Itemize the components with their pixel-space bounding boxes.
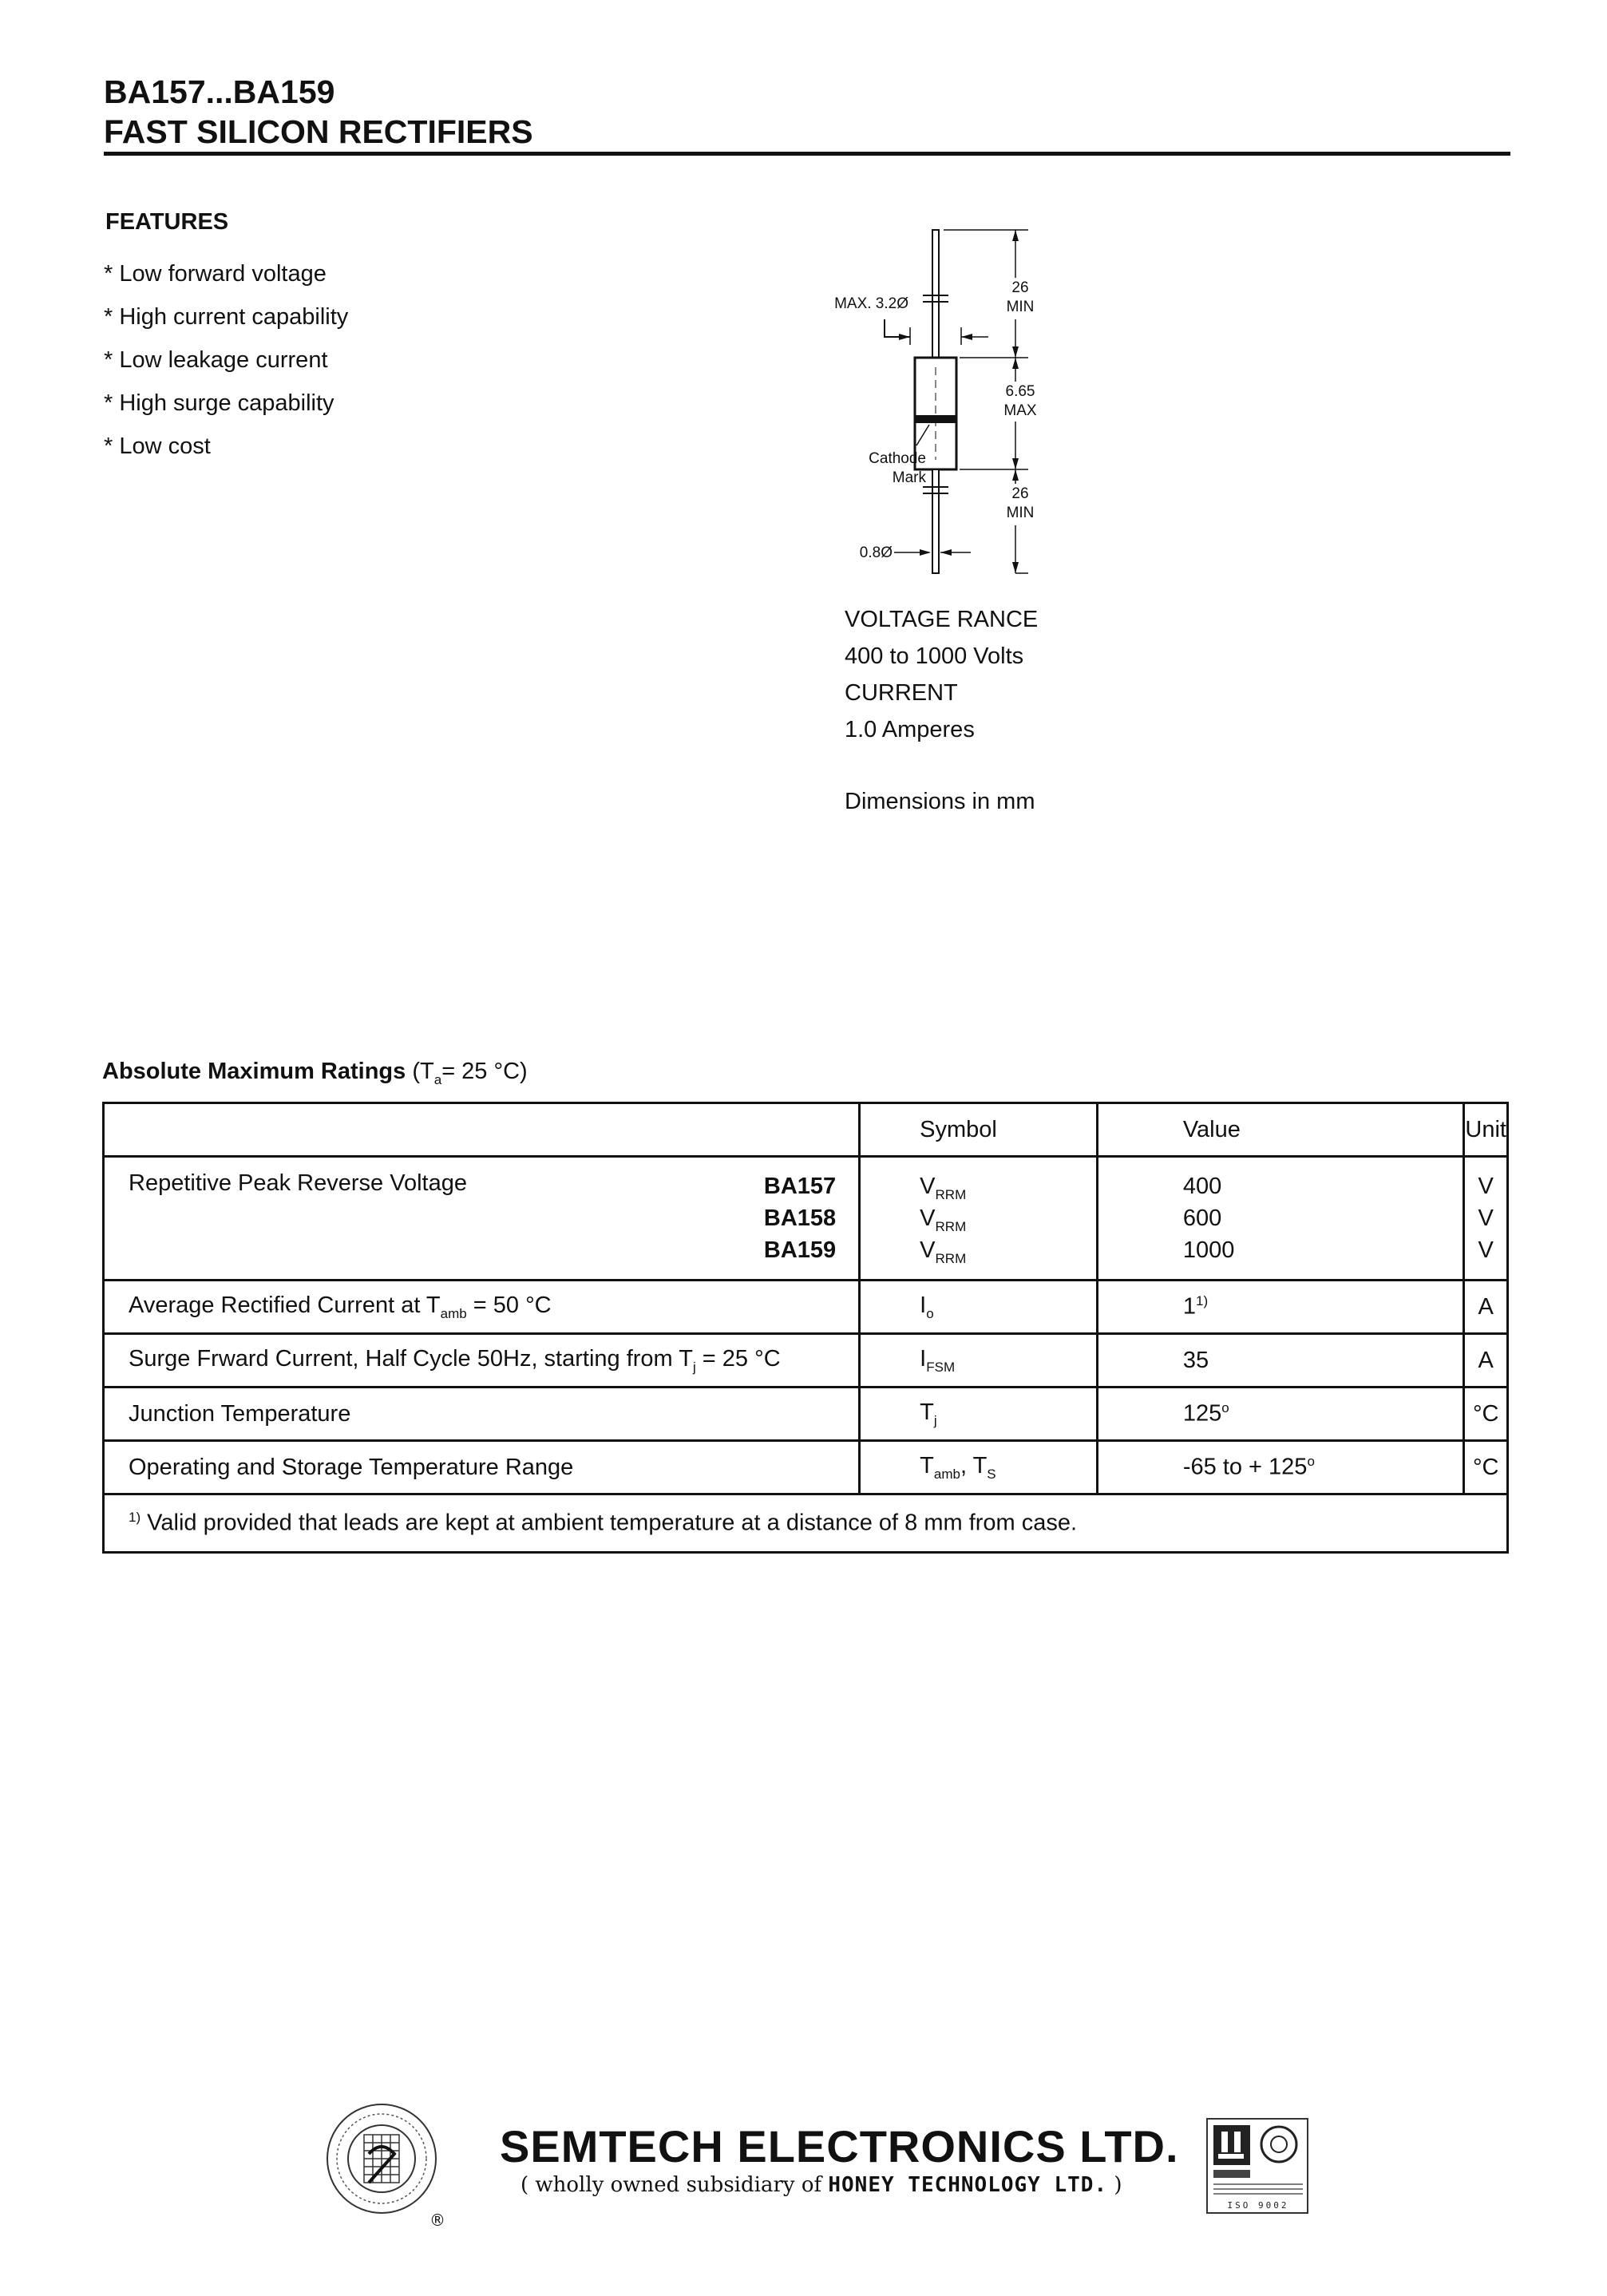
dim-lead-diameter: 0.8Ø [859, 544, 893, 561]
voltage-range-label: VOLTAGE RANCE [845, 607, 1039, 632]
variant-ba159: BA159 [763, 1237, 837, 1263]
param-tstg: Operating and Storage Temperature Range [104, 1441, 860, 1494]
dim-body-length-number: 6.65 [1005, 383, 1035, 400]
table-row [104, 1387, 1508, 1441]
ratings-heading [102, 1059, 528, 1088]
header-symbol: Symbol [860, 1103, 1098, 1157]
feature-item: * High current capability [104, 304, 349, 330]
unit-ba157: V [1478, 1174, 1494, 1199]
value-tstg: -65 to + $125^o$ [1097, 1441, 1464, 1494]
ratings-condition-sub: a [433, 1071, 442, 1087]
top-lead [932, 230, 939, 358]
symbol-vrrm: $V_{RRM}$ [920, 1237, 967, 1266]
cathode-label-line1: Cathode [869, 450, 926, 467]
package-outline-drawing [814, 216, 1054, 583]
ratings-condition-value: = 25 °C) [441, 1059, 528, 1084]
dim-body-length-unit: MAX [1003, 402, 1037, 419]
header-value: Value [1097, 1103, 1464, 1157]
value-io: 1$^{1)}$ [1097, 1281, 1464, 1334]
value-ifsm: 35 [1097, 1334, 1464, 1387]
feature-item: * High surge capability [104, 390, 334, 416]
title-divider [104, 152, 1510, 156]
registered-mark: ® [429, 2211, 445, 2230]
parent-company-name: HONEY TECHNOLOGY LTD. [828, 2173, 1108, 2197]
table-footnote-row [104, 1494, 1508, 1553]
subsidiary-line: ( wholly owned subsidiary of HONEY TECHNOLOGY LTD. ) [520, 2173, 1122, 2197]
feature-item: * Low leakage current [104, 347, 328, 373]
ratings-condition: (T [412, 1059, 434, 1084]
header-unit: Unit [1464, 1103, 1508, 1157]
symbol-io: $I_o$ [860, 1281, 1098, 1334]
param-ifsm: Surge Frward Current, Half Cycle 50Hz, starting from $T_j = 25$ °C [104, 1334, 860, 1387]
unit-ba159: V [1478, 1237, 1494, 1263]
semtech-seal-logo [318, 2098, 453, 2234]
value-tj: 125$^o$ [1097, 1387, 1464, 1441]
dim-top-lead-unit: MIN [1006, 299, 1035, 315]
param-tj: Junction Temperature [104, 1387, 860, 1441]
variant-ba157: BA157 [763, 1174, 837, 1199]
value-ba158: 600 [1182, 1205, 1222, 1231]
unit-io: A [1464, 1281, 1508, 1334]
param-vrrm: Repetitive Peak Reverse Voltage [129, 1170, 467, 1196]
current-label: CURRENT [845, 680, 958, 706]
unit-tstg: °C [1464, 1441, 1508, 1494]
dim-bottom-lead-unit: MIN [1006, 505, 1035, 521]
current-value: 1.0 Amperes [845, 717, 975, 742]
symbol-tj: $T_j$ [860, 1387, 1098, 1441]
value-ba157: 400 [1182, 1174, 1222, 1199]
value-ba159: 1000 [1182, 1237, 1235, 1263]
unit-ba158: V [1478, 1205, 1494, 1231]
iso-label: ISO 9002 [1227, 2200, 1289, 2211]
variant-ba158: BA158 [763, 1205, 837, 1231]
dim-bottom-lead-number: 26 [1011, 485, 1029, 502]
page-title: BA157...BA159 [104, 73, 335, 110]
unit-ifsm: A [1464, 1334, 1508, 1387]
absolute-maximum-ratings-table [102, 1102, 1509, 1554]
features-list [104, 255, 348, 471]
table-row [104, 1441, 1508, 1494]
table-row [104, 1334, 1508, 1387]
voltage-range-value: 400 to 1000 Volts [845, 643, 1024, 669]
footnote: $^{1)}$ Valid provided that leads are kept at ambient temperature at a distance of 8 mm from case. [104, 1494, 1508, 1553]
bottom-lead [932, 469, 939, 573]
table-row [104, 1281, 1508, 1334]
features-heading: FEATURES [105, 209, 229, 235]
page-subtitle: FAST SILICON RECTIFIERS [104, 113, 533, 150]
feature-item: * Low cost [104, 433, 211, 459]
iso-certification-logo [1205, 2117, 1311, 2223]
symbol-vrrm: $V_{RRM}$ [920, 1174, 967, 1202]
cathode-label-line2: Mark [892, 469, 926, 486]
param-io: Average Rectified Current at $T_{amb} = 50$ °C [104, 1281, 860, 1334]
dimensions-note: Dimensions in mm [845, 789, 1035, 814]
dim-max-diameter: MAX. 3.2Ø [834, 295, 908, 312]
unit-tj: °C [1464, 1387, 1508, 1441]
symbol-tstg: $T_{amb}$, $T_S$ [860, 1441, 1098, 1494]
header-parameter [104, 1103, 860, 1157]
ratings-heading-title: Absolute Maximum Ratings [102, 1059, 406, 1084]
symbol-vrrm: $V_{RRM}$ [920, 1205, 967, 1234]
symbol-ifsm: $I_{FSM}$ [860, 1334, 1098, 1387]
dim-top-lead-number: 26 [1011, 279, 1029, 296]
feature-item: * Low forward voltage [104, 261, 327, 287]
table-row [104, 1157, 1508, 1281]
company-name: SEMTECH ELECTRONICS LTD. [500, 2121, 1179, 2171]
